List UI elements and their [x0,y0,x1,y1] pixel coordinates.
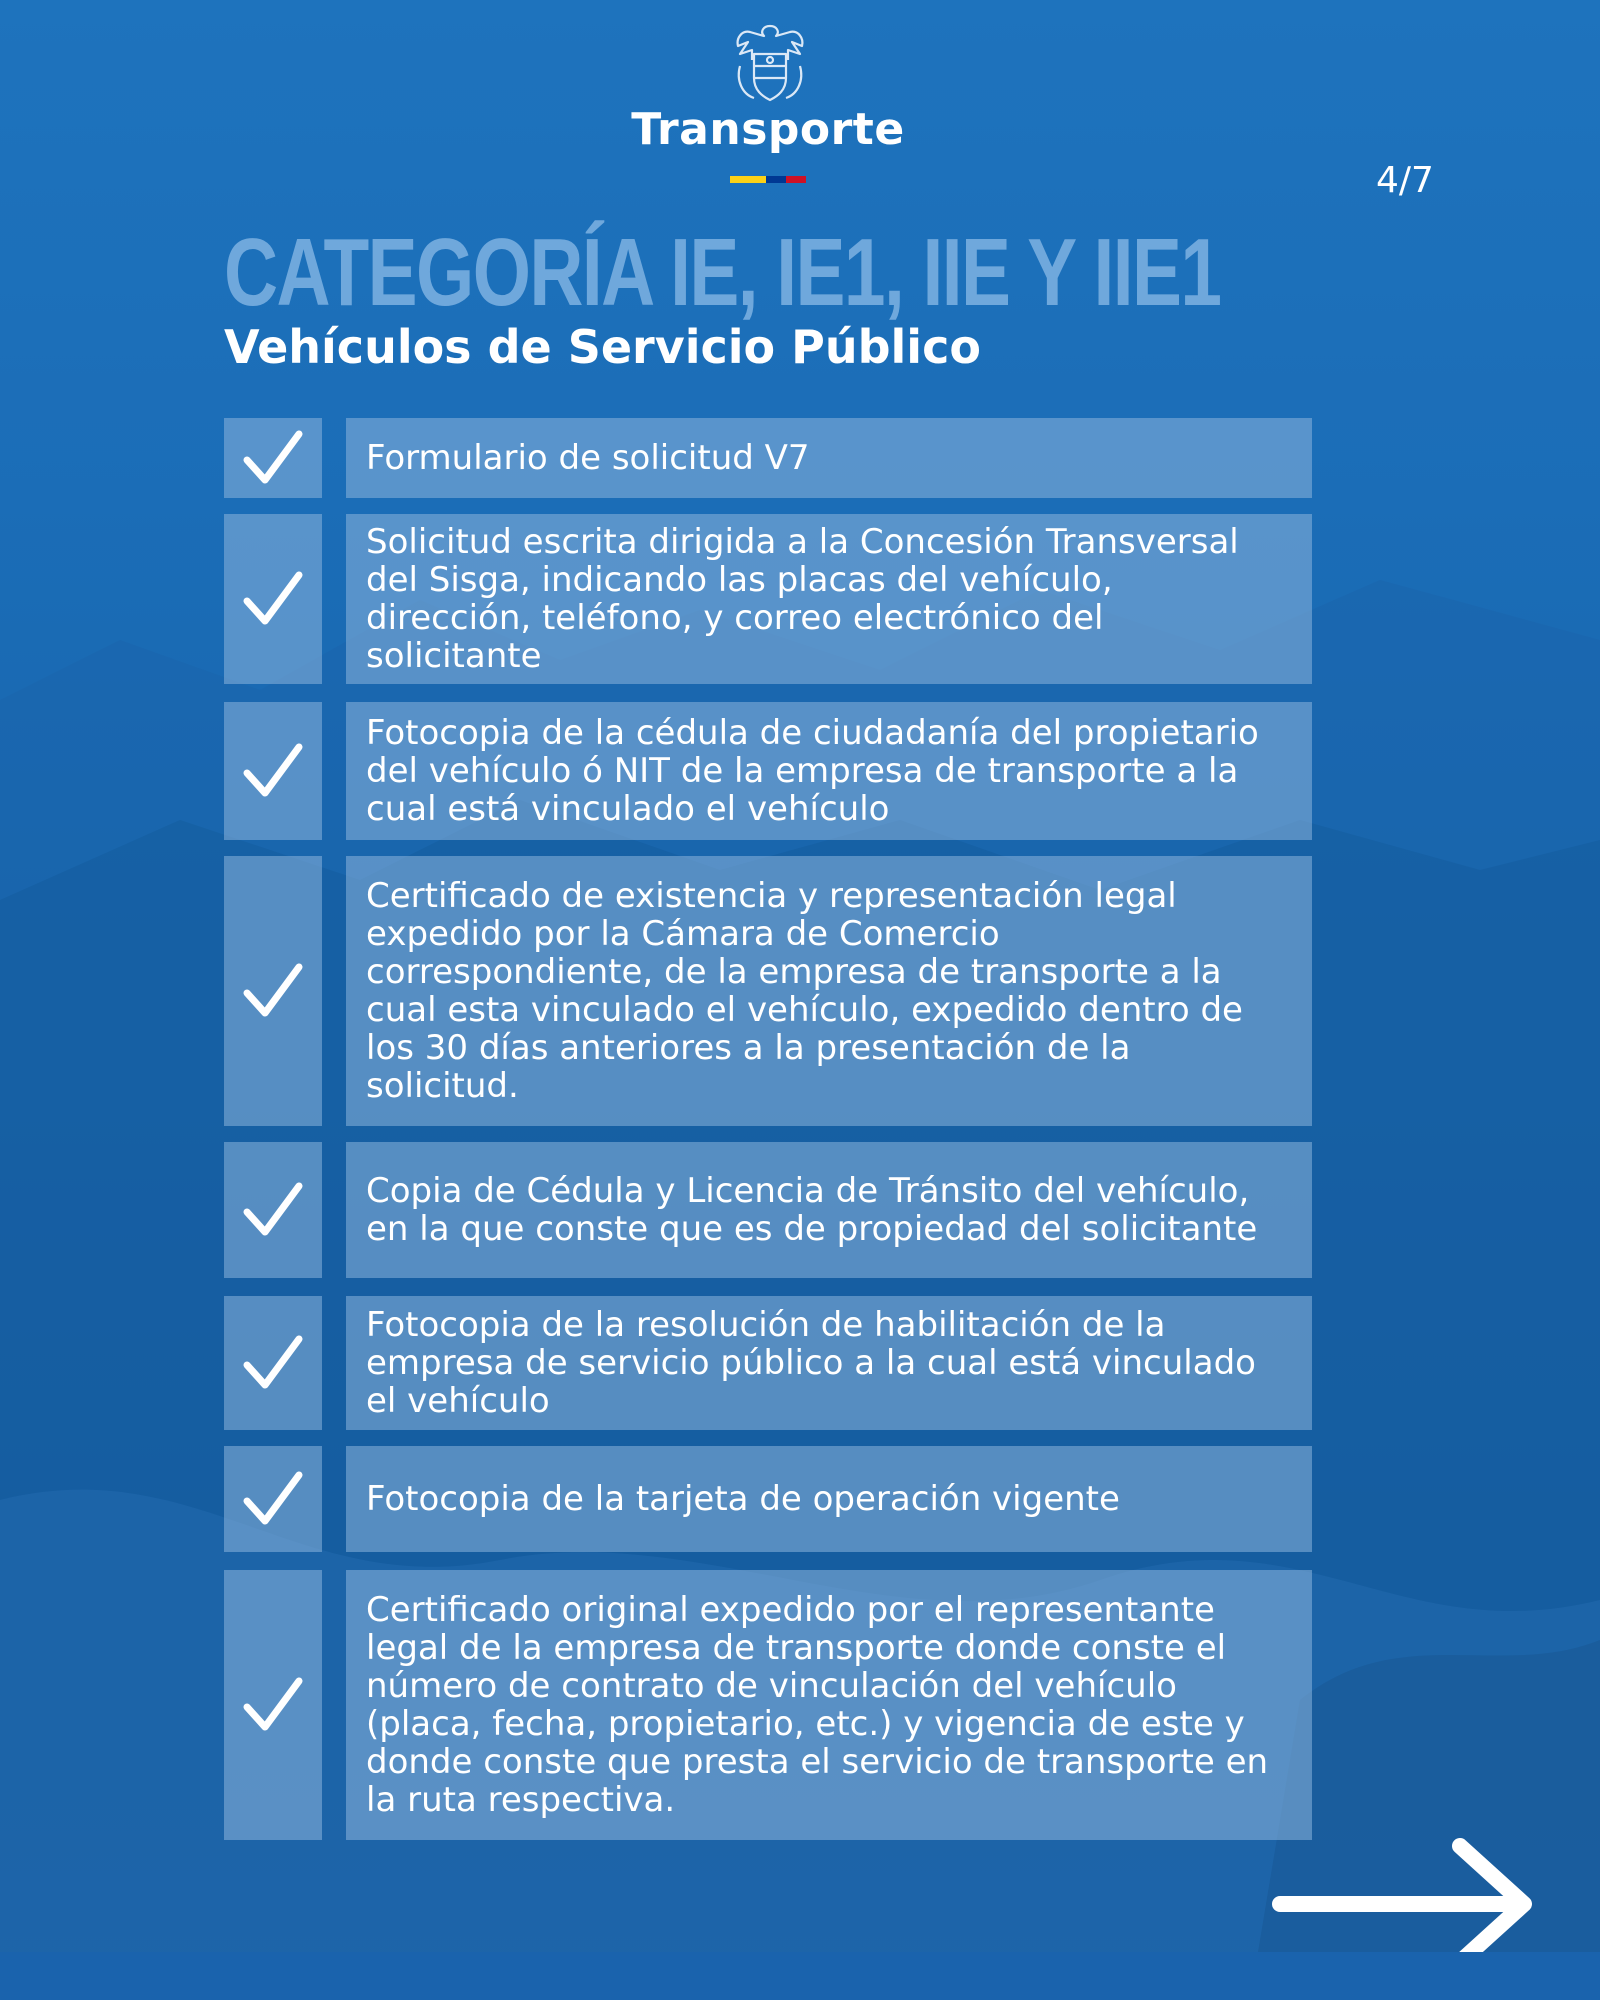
checklist-item [224,1446,1312,1552]
checkmark-icon [224,856,322,1126]
checklist-item-box [346,702,1312,840]
page-counter: 4/7 [1376,160,1434,201]
checklist-item [224,1296,1312,1430]
checklist-item-text: Certificado original expedido por el representante legal de la empresa de transporte donde conste el número de contrato de vinculación del vehículo (placa, fecha, propietario, etc.) y vigencia de este y donde conste que presta el servicio de transporte en la ruta respectiva. [366,1590,1269,1820]
checklist-item-text: Solicitud escrita dirigida a la Concesión Transversal del Sisga, indicando las placas del vehículo, dirección, teléfono, y correo electrónico del solicitante [366,522,1239,676]
flag-red [786,176,806,183]
checklist-item-text: Formulario de solicitud V7 [366,438,810,478]
checkmark-icon [224,1446,322,1552]
checklist-item-box [346,514,1312,684]
colombia-flag-stripe [730,176,806,183]
checklist-item-box [346,1446,1312,1552]
checkmark-icon [224,1570,322,1840]
checklist-item-text: Certificado de existencia y representación legal expedido por la Cámara de Comercio correspondiente, de la empresa de transporte a la cual esta vinculado el vehículo, expedido dentro de los 30 días anteriores a la presentación de la solicitud. [366,876,1243,1106]
checkmark-icon [224,514,322,684]
colombia-coat-of-arms-icon [730,20,810,106]
flag-blue [766,176,786,183]
checkmark-icon [224,418,322,498]
checklist-item [224,1142,1312,1278]
checklist-item [224,1570,1312,1840]
footer-bar [0,1952,1600,2000]
checkmark-icon [224,702,322,840]
brand-name: Transporte [631,104,905,155]
checkmark-icon [224,1296,322,1430]
checkmark-icon [224,1142,322,1278]
checklist-item-text: Fotocopia de la tarjeta de operación vigente [366,1479,1120,1519]
page-title: CATEGORÍA IE, IE1, IIE Y IIE1 [224,219,1221,326]
checklist-item-box [346,1142,1312,1278]
checklist-item [224,702,1312,840]
flag-yellow [730,176,766,183]
checklist-item-text: Fotocopia de la resolución de habilitación de la empresa de servicio público a la cual está vinculado el vehículo [366,1305,1256,1421]
checklist-item-box [346,856,1312,1126]
checklist-item-box [346,1296,1312,1430]
page-subtitle: Vehículos de Servicio Público [224,320,981,374]
checklist-item [224,856,1312,1126]
arrow-right-icon[interactable] [1270,1838,1540,1968]
checklist-item-box [346,418,1312,498]
checklist-item-box [346,1570,1312,1840]
checklist-item [224,418,1312,498]
checklist-item-text: Copia de Cédula y Licencia de Tránsito del vehículo, en la que conste que es de propiedad del solicitante [366,1171,1258,1249]
checklist-item [224,514,1312,684]
checklist-item-text: Fotocopia de la cédula de ciudadanía del propietario del vehículo ó NIT de la empresa de transporte a la cual está vinculado el vehículo [366,713,1259,829]
